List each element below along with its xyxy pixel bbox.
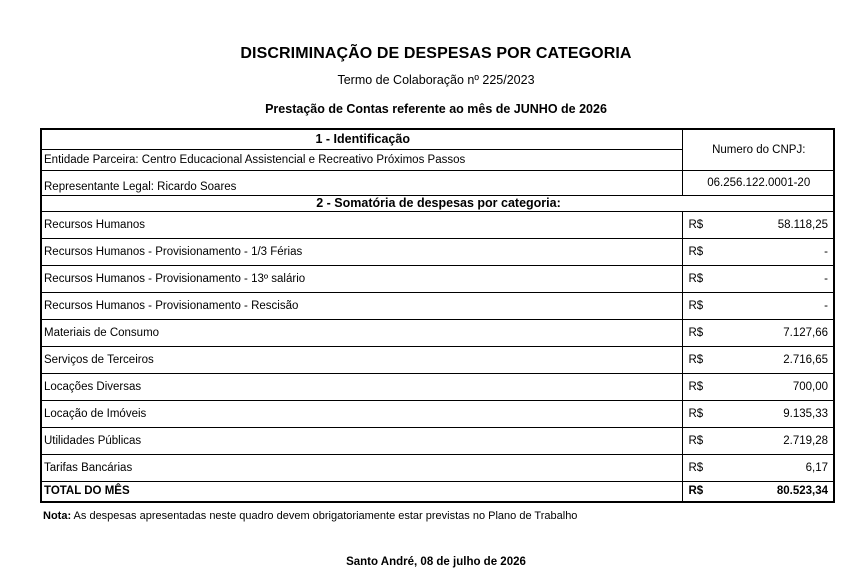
- currency-symbol: R$: [688, 272, 704, 285]
- amount-cell: [682, 400, 834, 427]
- amount-value: 2.716,65: [783, 353, 828, 366]
- footnote: [43, 510, 577, 522]
- category-label: Tarifas Bancárias: [41, 454, 682, 481]
- table-row: [41, 211, 834, 238]
- category-label: Recursos Humanos - Provisionamento - 13º salário: [41, 265, 682, 292]
- table-row: [41, 238, 834, 265]
- table-row: [41, 346, 834, 373]
- amount-value: 700,00: [792, 380, 828, 393]
- document-title: DISCRIMINAÇÃO DE DESPESAS POR CATEGORIA: [240, 45, 632, 62]
- expenses-section-title: 2 - Somatória de despesas por categoria:: [41, 195, 834, 211]
- currency-symbol: R$: [688, 380, 704, 393]
- category-label: Recursos Humanos - Provisionamento - 1/3 Férias: [41, 238, 682, 265]
- category-label: Materiais de Consumo: [41, 319, 682, 346]
- amount-value: 6,17: [805, 461, 828, 474]
- footnote-text: As despesas apresentadas neste quadro devem obrigatoriamente estar previstas no Plano de Trabalho: [71, 510, 578, 522]
- amount-cell: [682, 292, 834, 319]
- table-row: [41, 400, 834, 427]
- currency-symbol: R$: [688, 218, 704, 231]
- currency-symbol: R$: [688, 326, 704, 339]
- amount-cell: [682, 346, 834, 373]
- place-and-date: Santo André, 08 de julho de 2026: [346, 556, 526, 568]
- cnpj-label: Numero do CNPJ:: [682, 129, 834, 170]
- currency-symbol: R$: [688, 299, 704, 312]
- table-row: [41, 292, 834, 319]
- amount-cell: [682, 319, 834, 346]
- amount-value: -: [824, 299, 828, 312]
- table-row: [41, 454, 834, 481]
- legal-representative: Representante Legal: Ricardo Soares: [41, 170, 682, 195]
- table-row: [41, 319, 834, 346]
- reporting-period: Prestação de Contas referente ao mês de JUNHO de 2026: [265, 102, 607, 116]
- table-row: [41, 265, 834, 292]
- expenses-table: [40, 128, 835, 503]
- table-row: [41, 373, 834, 400]
- amount-value: 2.719,28: [783, 434, 828, 447]
- total-row: [41, 481, 834, 502]
- currency-symbol: R$: [688, 407, 704, 420]
- amount-cell: [682, 373, 834, 400]
- currency-symbol: R$: [688, 434, 704, 447]
- identification-section-title: 1 - Identificação: [41, 129, 682, 149]
- amount-value: -: [824, 272, 828, 285]
- currency-symbol: R$: [688, 245, 704, 258]
- table-row: [41, 427, 834, 454]
- currency-symbol: R$: [688, 353, 704, 366]
- amount-cell: [682, 238, 834, 265]
- currency-symbol: R$: [688, 485, 704, 498]
- amount-cell: [682, 265, 834, 292]
- total-value: 80.523,34: [776, 485, 828, 498]
- footnote-prefix: Nota:: [43, 510, 72, 522]
- amount-cell: [682, 427, 834, 454]
- category-label: Recursos Humanos - Provisionamento - Rescisão: [41, 292, 682, 319]
- category-label: Locação de Imóveis: [41, 400, 682, 427]
- category-label: Recursos Humanos: [41, 211, 682, 238]
- total-label: TOTAL DO MÊS: [41, 481, 682, 502]
- category-label: Serviços de Terceiros: [41, 346, 682, 373]
- total-amount-cell: [682, 481, 834, 502]
- amount-value: 7.127,66: [783, 326, 828, 339]
- partner-entity: Entidade Parceira: Centro Educacional Assistencial e Recreativo Próximos Passos: [41, 149, 682, 170]
- cnpj-value: 06.256.122.0001-20: [682, 170, 834, 195]
- category-label: Locações Diversas: [41, 373, 682, 400]
- amount-value: 9.135,33: [783, 407, 828, 420]
- document-subtitle: Termo de Colaboração nº 225/2023: [337, 73, 535, 87]
- currency-symbol: R$: [688, 461, 704, 474]
- amount-value: 58.118,25: [777, 218, 828, 231]
- amount-cell: [682, 454, 834, 481]
- amount-cell: [682, 211, 834, 238]
- amount-value: -: [824, 245, 828, 258]
- category-label: Utilidades Públicas: [41, 427, 682, 454]
